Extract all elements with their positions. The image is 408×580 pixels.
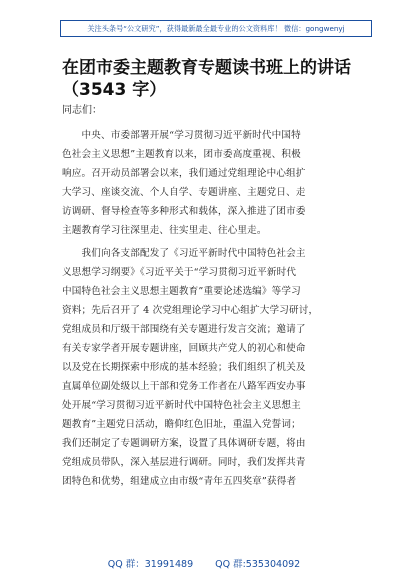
paragraph-2 (62, 244, 350, 491)
paragraph-line: 中央、市委部署开展“学习贯彻习近平新时代中国特 (62, 130, 301, 141)
paragraph-line: 党组成员和厅级干部围绕有关专题进行发言交流；邀请了 (62, 324, 306, 335)
paragraph-line: 义思想学习纲要》《习近平关于“学习贯彻习近平新时代 (62, 267, 297, 278)
body-text (62, 126, 350, 491)
document-title (62, 57, 362, 101)
paragraph-line: 以及党在长期探索中形成的基本经验；我们组织了机关及 (62, 362, 306, 373)
paragraph-line: 团特色和优势，组建成立由市级“青年五四奖章”获得者 (62, 476, 297, 487)
header-banner-text: 关注头条号“公文研究”，获得最新最全最专业的公文资料库！ 微信：gongwenyj (87, 23, 345, 33)
paragraph-line: 响应。召开动员部署会以来，我们通过党组理论中心组扩 (62, 168, 306, 179)
paragraph-line: 大学习、座谈交流、个人自学、专题讲座、主题党日、走 (62, 187, 306, 198)
title-line-1: 在团市委主题教育专题读书班上的讲话 (62, 58, 351, 78)
paragraph-line: 题教育”主题党日活动，瞻仰红色旧址，重温入党誓词； (62, 419, 301, 430)
paragraph-line: 我们还制定了专题调研方案，设置了具体调研专题，将由 (62, 438, 306, 449)
header-banner[interactable] (60, 20, 372, 37)
paragraph-1 (62, 126, 350, 240)
paragraph-line: 我们向各支部配发了《习近平新时代中国特色社会主 (62, 248, 306, 259)
paragraph-line: 处开展“学习贯彻习近平新时代中国特色社会主义思想主 (62, 400, 301, 411)
paragraph-line: 党组成员带队，深入基层进行调研。同时，我们发挥共青 (62, 457, 306, 468)
salutation: 同志们： (62, 105, 102, 116)
paragraph-line: 色社会主义思想”主题教育以来，团市委高度重视、积极 (62, 149, 301, 160)
paragraph-line: 中国特色社会主义思想主题教育”重要论述选编》等学习 (62, 286, 301, 297)
paragraph-line: 访调研、督导检查等多种形式和载体，深入推进了团市委 (62, 206, 306, 217)
footer-qq-group-1[interactable]: QQ 群：31991489 (107, 559, 194, 570)
paragraph-line: 主题教育学习往深里走、往实里走、往心里走。 (62, 225, 267, 236)
paragraph-line: 直属单位副处级以上干部和党务工作者在八路军西安办事 (62, 381, 306, 392)
paragraph-line: 有关专家学者开展专题讲座，回顾共产党人的初心和使命 (62, 343, 306, 354)
title-line-2: （3543 字） (62, 80, 167, 100)
paragraph-line: 资料；先后召开了 4 次党组理论学习中心组扩大学习研讨， (62, 305, 319, 316)
footer-qq-group-2[interactable]: QQ 群:535304092 (215, 559, 301, 570)
footer (0, 556, 408, 570)
